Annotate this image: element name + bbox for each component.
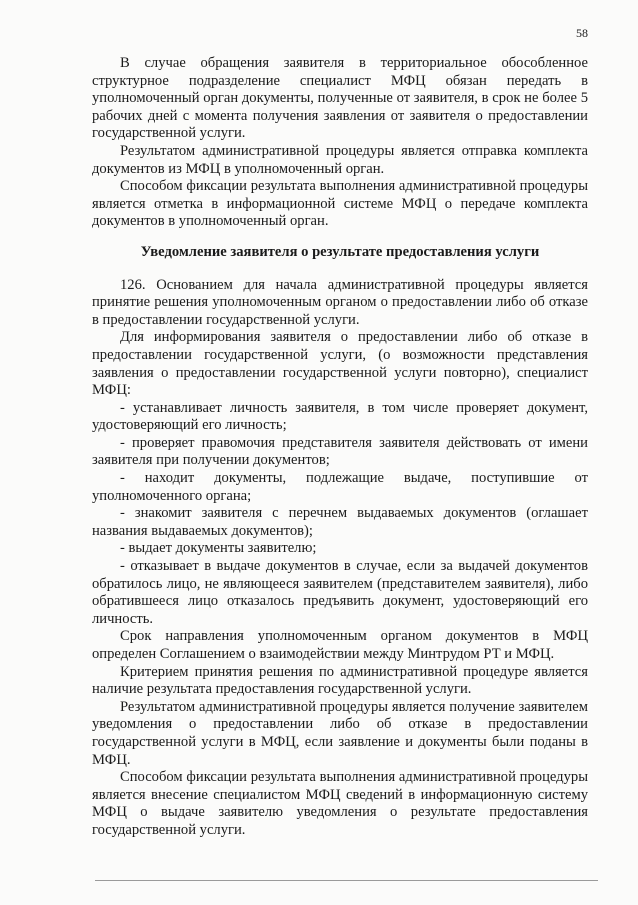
list-item: - знакомит заявителя с перечнем выдаваемых документов (оглашает названия выдаваемых документов); bbox=[92, 505, 588, 539]
paragraph: Для информирования заявителя о предоставлении либо об отказе в предоставлении государственной услуги, (о возможности представления заявления о предоставлении государственной услуги повторно), специалист МФЦ: bbox=[92, 329, 588, 399]
paragraph: 126. Основанием для начала административной процедуры является принятие решения уполномоченным органом о предоставлении либо об отказе в предоставлении государственной услуги. bbox=[92, 276, 588, 328]
list-item: - отказывает в выдаче документов в случае, если за выдачей документов обратилось лицо, не являющееся заявителем (представителем заявителя), либо обратившееся лицо отказалось предъявить документ, удостоверяющий его личность. bbox=[92, 558, 588, 627]
list-item: - выдает документы заявителю; bbox=[120, 540, 317, 557]
page-number: 58 bbox=[576, 26, 588, 40]
paragraph: Результатом административной процедуры является отправка комплекта документов из МФЦ в уполномоченный орган. bbox=[92, 142, 588, 177]
document-body bbox=[92, 55, 588, 840]
list-item: - устанавливает личность заявителя, в том числе проверяет документ, удостоверяющий его личность; bbox=[92, 399, 588, 434]
paragraph: В случае обращения заявителя в территориальное обособленное структурное подразделение специалист МФЦ обязан передать в уполномоченный орган документы, полученные от заявителя, в срок не более 5 рабочих дней с момента получения заявления от заявителя о предоставлении государственной услуги. bbox=[92, 55, 588, 142]
paragraph: Срок направления уполномоченным органом документов в МФЦ определен Соглашением о взаимодействии между Минтрудом РТ и МФЦ. bbox=[92, 628, 588, 662]
section-heading: Уведомление заявителя о результате предоставления услуги bbox=[140, 243, 540, 260]
list-item: - проверяет правомочия представителя заявителя действовать от имени заявителя при получении документов; bbox=[92, 434, 588, 469]
paragraph: Способом фиксации результата выполнения административной процедуры является отметка в информационной системе МФЦ о передаче комплекта документов в уполномоченный орган. bbox=[92, 178, 588, 230]
paragraph: Критерием принятия решения по административной процедуре является наличие результата предоставления государственной услуги. bbox=[92, 663, 588, 698]
list-item: - находит документы, подлежащие выдаче, поступившие от уполномоченного органа; bbox=[92, 470, 588, 504]
paragraph: Способом фиксации результата выполнения административной процедуры является внесение специалистом МФЦ сведений в информационную систему МФЦ о выдаче заявителю уведомления о результате предоставления государственной услуги. bbox=[92, 769, 588, 838]
page-bottom-rule bbox=[95, 880, 598, 881]
paragraph: Результатом административной процедуры является получение заявителем уведомления о предоставлении либо об отказе в предоставлении государственной услуги в МФЦ, если заявление и документы были поданы в МФЦ. bbox=[92, 698, 588, 768]
